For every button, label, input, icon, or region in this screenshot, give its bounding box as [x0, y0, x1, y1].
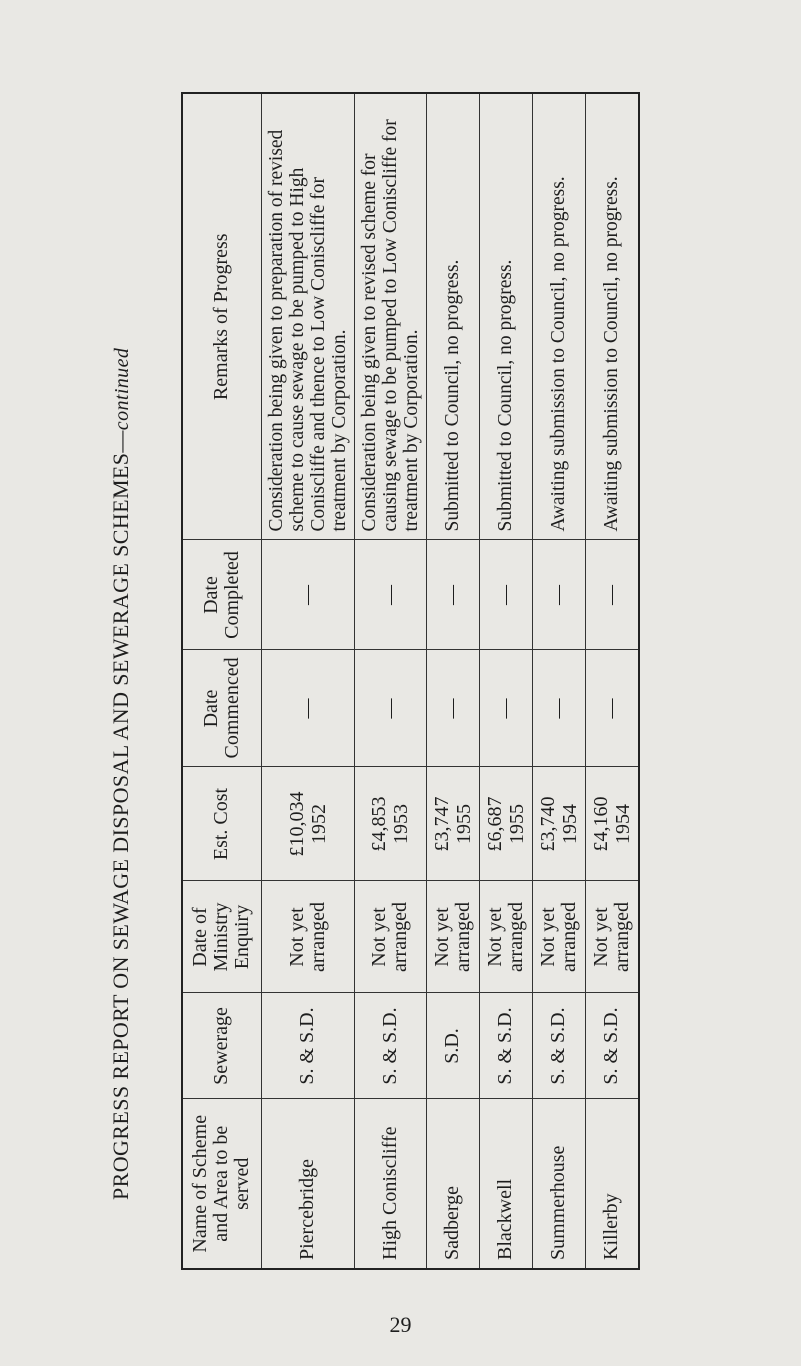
cost-amount: £4,853 — [368, 796, 391, 852]
cost-year: 1954 — [611, 804, 634, 844]
cost-year: 1955 — [452, 804, 475, 844]
cell-enquiry: Not yet arranged — [426, 881, 479, 993]
cost-year: 1954 — [558, 804, 581, 844]
cell-remarks: Awaiting submission to Council, no progress. — [532, 93, 585, 540]
cost-year: 1952 — [307, 804, 330, 844]
table-row — [354, 93, 426, 1269]
cell-enquiry: Not yet arranged — [354, 881, 426, 993]
cell-cost — [585, 767, 639, 881]
cell-enquiry: Not yet arranged — [585, 881, 639, 993]
cell-remarks: Consideration being given to revised scheme for causing sewage to be pumped to Low Coniscliffe for treatment by Corporation. — [354, 93, 426, 540]
page-title-continued: continued — [111, 347, 133, 431]
cell-remarks: Consideration being given to preparation of revised scheme to cause sewage to be pumped to High Coniscliffe and thence to Low Coniscliffe for treatment by Corporation. — [261, 93, 354, 540]
cell-cost — [261, 767, 354, 881]
table-row — [479, 93, 532, 1269]
cell-commenced: — — [354, 650, 426, 767]
page-number: 29 — [389, 1312, 412, 1337]
cell-commenced: — — [426, 650, 479, 767]
cell-sewerage: S. & S.D. — [479, 993, 532, 1099]
cell-enquiry: Not yet arranged — [532, 881, 585, 993]
cell-enquiry: Not yet arranged — [479, 881, 532, 993]
cell-sewerage: S. & S.D. — [585, 993, 639, 1099]
cell-completed: — — [261, 540, 354, 650]
progress-table — [181, 92, 640, 1270]
header-completed: Date Completed — [182, 540, 261, 650]
cell-cost — [532, 767, 585, 881]
cell-cost — [426, 767, 479, 881]
cell-enquiry: Not yet arranged — [261, 881, 354, 993]
cell-remarks: Submitted to Council, no progress. — [479, 93, 532, 540]
cell-name: Killerby — [585, 1099, 639, 1269]
cell-sewerage: S.D. — [426, 993, 479, 1099]
table-row — [585, 93, 639, 1269]
cost-amount: £3,740 — [536, 796, 559, 852]
cell-completed: — — [585, 540, 639, 650]
header-commenced: Date Commenced — [182, 650, 261, 767]
cost-year: 1955 — [505, 804, 528, 844]
cell-completed: — — [354, 540, 426, 650]
page-title — [103, 40, 139, 1200]
cell-name: High Coniscliffe — [354, 1099, 426, 1269]
page-title-text: PROGRESS REPORT ON SEWAGE DISPOSAL AND SEWERAGE SCHEMES— — [108, 430, 133, 1200]
header-enquiry: Date of Ministry Enquiry — [182, 881, 261, 993]
table-row — [532, 93, 585, 1269]
cell-commenced: — — [479, 650, 532, 767]
cell-commenced: — — [261, 650, 354, 767]
table-header-row — [182, 93, 261, 1269]
cell-commenced: — — [585, 650, 639, 767]
cell-commenced: — — [532, 650, 585, 767]
cost-amount: £6,687 — [483, 796, 506, 852]
cell-name: Sadberge — [426, 1099, 479, 1269]
cost-year: 1953 — [390, 804, 413, 844]
cell-completed: — — [479, 540, 532, 650]
cell-cost — [479, 767, 532, 881]
cell-name: Blackwell — [479, 1099, 532, 1269]
cell-remarks: Awaiting submission to Council, no progress. — [585, 93, 639, 540]
cell-cost — [354, 767, 426, 881]
header-cost: Est. Cost — [182, 767, 261, 881]
cost-amount: £3,747 — [430, 796, 453, 852]
cell-sewerage: S. & S.D. — [532, 993, 585, 1099]
progress-table-rotated — [181, 94, 634, 1270]
cost-amount: £4,160 — [589, 796, 612, 852]
table-row — [261, 93, 354, 1269]
header-sewerage: Sewerage — [182, 993, 261, 1099]
cell-completed: — — [426, 540, 479, 650]
cost-amount: £10,034 — [285, 791, 308, 857]
header-remarks: Remarks of Progress — [182, 93, 261, 540]
cell-remarks: Submitted to Council, no progress. — [426, 93, 479, 540]
cell-completed: — — [532, 540, 585, 650]
cell-name: Piercebridge — [261, 1099, 354, 1269]
table-row — [426, 93, 479, 1269]
header-name: Name of Scheme and Area to be served — [182, 1099, 261, 1269]
cell-sewerage: S. & S.D. — [261, 993, 354, 1099]
cell-name: Summerhouse — [532, 1099, 585, 1269]
cell-sewerage: S. & S.D. — [354, 993, 426, 1099]
